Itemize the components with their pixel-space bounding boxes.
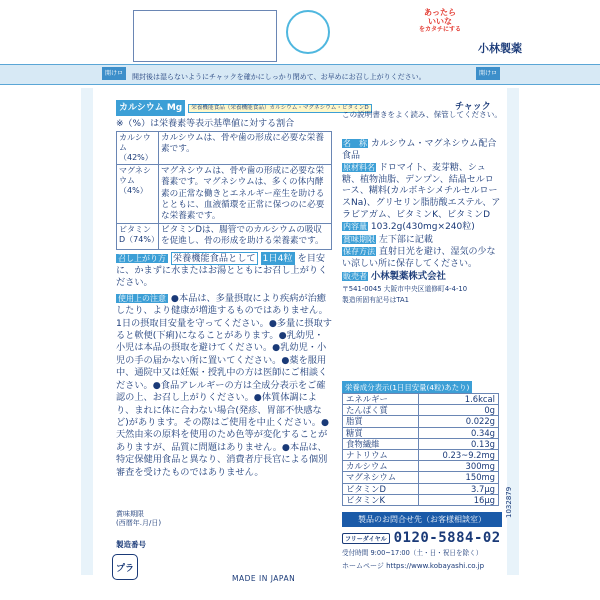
nutrition-value: 1.6kcal	[419, 394, 499, 405]
nutrient-text: ビタミンDは、腸管でのカルシウムの吸収を促進し、骨の形成を助ける栄養素です。	[159, 224, 332, 249]
phone-row	[342, 530, 502, 546]
notch-left[interactable]: 開けロ	[102, 67, 126, 80]
table-row	[117, 132, 332, 165]
usage-text-2: を目安に、かまずに水またはお湯とともにお召し上がりください。	[116, 252, 328, 289]
percent-note: ※（%）は栄養素等表示基準値に対する割合	[116, 119, 295, 129]
caution-tag: 使用上の注意	[118, 293, 166, 303]
nutrition-label: たんぱく質	[343, 405, 419, 416]
maker-code: 製造所固有記号はTA1	[342, 295, 409, 304]
nutrition-label: エネルギー	[343, 394, 419, 405]
contact-box	[342, 512, 502, 571]
nutrition-value: 3.7μg	[419, 483, 499, 494]
brand-logo: 小林製薬	[478, 42, 522, 55]
caution-text: ●本品は、多量摂取により疾病が治癒したり、より健康が増進するものではありません。1日の摂取目安量を守ってください。●多量に摂取すると軟便(下痢)になることがあります。●乳幼児・小児は本品の摂取を避けてください。●乳幼児・小児の手の届かない所に置いてください。●薬を服用中、通院中又は妊娠・授乳中の方は医師にご相談ください。●食品アレルギーの方は全成分表示をご確認の上、お召し上がりください。●体質体調により、まれに体に合わない場合(発疹、胃部不快感など)があります。その際はご使用を中止ください。●天然由来の原料を使用のため色等が変化することがありますが、品質に問題はありません。●本品は、特定保健用食品と異なり、消費者庁長官による個別審査を受けたものではありません。	[116, 292, 332, 478]
name-tag: 名 称	[343, 139, 367, 148]
nutrition-label: 脂質	[343, 416, 419, 427]
expiry-label: 賞味期限	[116, 510, 144, 518]
notch-note: 開封後は湿らないようにチャックを確かにしっかり閉めて、お早めにお召し上がりください。	[132, 73, 426, 81]
nutrition-table	[342, 393, 499, 506]
nutrient-name: マグネシウム（4%）	[117, 165, 159, 224]
seller-tag: 販売者	[343, 271, 367, 281]
contact-title: 製品のお問合せ先（お客様相談室）	[342, 512, 502, 527]
nutrition-header: 栄養成分表示(1日目安量(4粒)あたり)	[342, 381, 472, 394]
usage-amount: 1日4粒	[262, 252, 293, 264]
product-name: カルシウム・マグネシウム配合食品	[342, 139, 497, 161]
lot-info	[116, 510, 161, 549]
chuck-label: チャック	[455, 102, 491, 112]
nutrition-value: 0.13g	[419, 438, 499, 449]
vertical-code: 1032879	[505, 486, 513, 518]
top-window-frame	[133, 10, 277, 62]
expiry: 左下部に記載	[378, 234, 433, 245]
table-row	[343, 394, 499, 405]
table-row	[343, 427, 499, 438]
lot-label: 製造番号	[116, 540, 146, 549]
table-row	[117, 224, 332, 249]
recycle-icon: プラ	[112, 554, 138, 580]
usage-tag: 召し上がり方	[118, 253, 166, 263]
nutrient-name: カルシウム（42%）	[117, 132, 159, 165]
usage-text-1: 栄養機能食品として	[172, 252, 256, 264]
nutrition-value: 150mg	[419, 472, 499, 483]
nutrition-label: マグネシウム	[343, 472, 419, 483]
badge-line1: あったら	[424, 8, 456, 17]
nutrition-label: 食物繊維	[343, 438, 419, 449]
table-row	[343, 483, 499, 494]
table-row	[343, 416, 499, 427]
nutrition-label: ビタミンK	[343, 494, 419, 505]
nutrient-text: マグネシウムは、骨や歯の形成に必要な栄養素です。マグネシウムは、多くの体内酵素の正常な働きとエネルギー産生を助けるとともに、血液循環を正常に保つのに必要な栄養素です。	[159, 165, 332, 224]
badge-line3: をカタチにする	[418, 26, 461, 33]
business-hours: 受付時間 9:00~17:00（土・日・祝日を除く）	[342, 549, 483, 557]
expiry-format: (西暦年.月/日)	[116, 519, 162, 527]
volume: 103.2g(430mg×240粒)	[370, 222, 475, 233]
table-row	[117, 165, 332, 224]
nutrition-label: ビタミンD	[343, 483, 419, 494]
nutrient-function-table	[116, 131, 332, 249]
nutrition-label: ナトリウム	[343, 450, 419, 461]
caution-section	[116, 293, 332, 479]
table-row	[343, 405, 499, 416]
storage: 直射日光を避け、湿気の少ない涼しい所に保存してください。	[342, 247, 496, 269]
website-link[interactable]: ホームページ https://www.kobayashi.co.jp	[342, 562, 485, 570]
nutrition-value: 0.23~9.2mg	[419, 450, 499, 461]
hanger-hole	[286, 10, 330, 54]
table-row	[343, 450, 499, 461]
address: 〒541-0045 大阪市中央区道修町4-4-10	[342, 285, 468, 294]
table-row	[343, 438, 499, 449]
product-info	[342, 138, 502, 304]
nutrient-name: ビタミンD（74%）	[117, 224, 159, 249]
phone-number[interactable]: 0120-5884-02	[393, 530, 501, 546]
nutrient-text: カルシウムは、骨や歯の形成に必要な栄養素です。	[159, 132, 332, 165]
nutrition-value: 0.022g	[419, 416, 499, 427]
product-title: カルシウム Mg	[116, 100, 185, 116]
volume-tag: 内容量	[343, 222, 367, 232]
storage-tag: 保存方法	[343, 247, 375, 257]
seller: 小林製薬株式会社	[370, 270, 446, 282]
ingredients-tag: 原材料名	[343, 163, 375, 173]
notch-right[interactable]: 開けロ	[476, 67, 500, 80]
expiry-tag: 賞味期限	[343, 234, 375, 244]
free-dial-icon: フリーダイヤル	[342, 533, 390, 544]
nutrition-label: カルシウム	[343, 461, 419, 472]
read-note: この説明書きをよく読み、保管してください。	[342, 110, 502, 119]
made-in-japan: MADE IN JAPAN	[232, 574, 296, 583]
table-row	[343, 472, 499, 483]
table-row	[343, 461, 499, 472]
nutrition-value: 0g	[419, 405, 499, 416]
ingredients: ドロマイト、麦芽糖、シュ糖、植物油脂、デンプン、結晶セルロース、糊料(カルボキシメチルセルロースNa)、グリセリン脂肪酸エステル、アラビアガム、ビタミンK、ビタミンD	[342, 163, 501, 220]
left-side-bar	[81, 88, 93, 575]
nutrition-value: 300mg	[419, 461, 499, 472]
table-row	[343, 494, 499, 505]
usage-section	[116, 253, 332, 290]
nutrition-value: 16μg	[419, 494, 499, 505]
brand-badge	[412, 8, 468, 58]
badge-line2: いいな	[428, 17, 452, 26]
functional-label: 栄養機能食品（栄養機能食品）カルシウム・マグネシウム・ビタミンD	[188, 104, 371, 113]
nutrition-value: 0.34g	[419, 427, 499, 438]
nutrition-label: 糖質	[343, 427, 419, 438]
